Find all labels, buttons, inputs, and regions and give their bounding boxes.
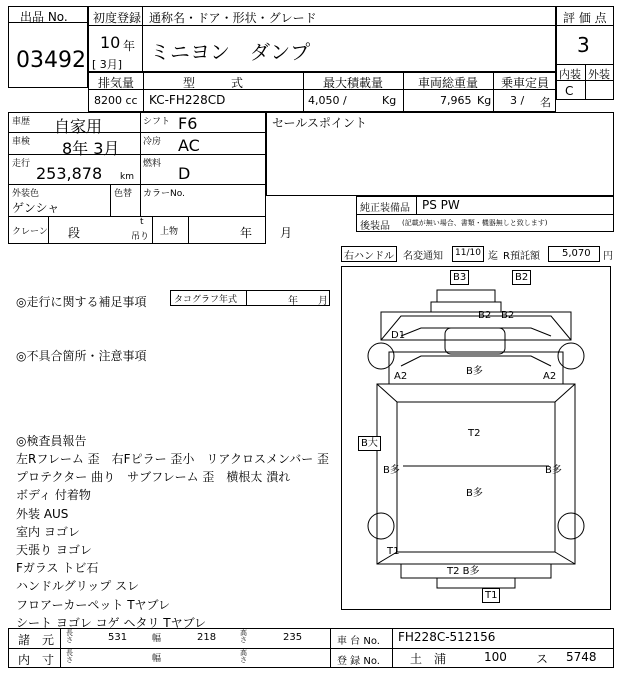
capacity-unit: 名 <box>540 96 551 109</box>
width-label: 幅 <box>152 634 162 644</box>
details-row-4 <box>8 216 266 217</box>
damage-mark-b2-top: B2 <box>512 270 531 285</box>
recycle-note: 迄 <box>488 251 498 262</box>
damage-mark-b3: B3 <box>450 270 469 285</box>
chassis-number: FH228C-512156 <box>398 630 496 644</box>
shift: F6 <box>178 114 198 133</box>
specs-div-4 <box>493 72 494 112</box>
crane-up-label: 上物 <box>160 227 179 237</box>
ext-color: ゲンシャ <box>12 201 60 215</box>
damage-mark-t2: T2 <box>468 428 481 439</box>
recycle-label: R預託額 <box>503 251 540 262</box>
color-no-label-2: カラーNo. <box>143 189 185 199</box>
footer-div-1 <box>60 628 61 668</box>
interior-grade: C <box>565 84 574 98</box>
details-row-1 <box>8 132 266 133</box>
lot-label: 出品 No. <box>20 10 68 24</box>
model-name: ミニヨン ダンプ <box>150 40 311 64</box>
crane-divider-1 <box>48 216 49 244</box>
score-label: 評 価 点 <box>563 11 607 25</box>
fuel: D <box>178 164 191 183</box>
damage-mark-b2-cab-left: B2 <box>478 310 492 321</box>
damage-mark-a2-left: A2 <box>394 371 408 382</box>
equipment-col-divider <box>416 196 417 214</box>
specs-div-3 <box>403 72 404 112</box>
report-line: シート ヨゴレ コゲ ヘタリ Tヤブレ <box>16 615 207 630</box>
damage-mark-b-front: B多 <box>466 366 483 377</box>
displacement: 8200 cc <box>94 94 138 107</box>
equipment: PS PW <box>422 198 460 212</box>
reg-class: 100 <box>484 650 507 664</box>
interior-grade-label: 内装 <box>559 68 581 81</box>
specs-div-1 <box>143 72 144 112</box>
crane-divider-2 <box>152 216 153 244</box>
capacity: 3 / <box>510 94 525 107</box>
details-row-3 <box>8 184 266 185</box>
damage-mark-b-left: B多 <box>383 465 400 476</box>
chassis-label: 車 台 No. <box>337 636 380 647</box>
capacity-label: 乗車定員 <box>501 76 550 90</box>
specs-div-2 <box>303 72 304 112</box>
lot-number: 03492 <box>16 48 86 73</box>
footer-div-2 <box>330 628 331 668</box>
defects-label: ◎不具合箇所・注意事項 <box>16 349 147 363</box>
ext-color-label: 外装色 <box>12 189 40 199</box>
color-divider-2 <box>140 184 141 216</box>
mileage-label: 走行 <box>12 159 31 169</box>
recycle-unit: 円 <box>603 251 613 262</box>
in-height-label: 高さ <box>240 649 247 664</box>
width: 218 <box>197 632 217 643</box>
inspection: 8年 3月 <box>62 139 120 158</box>
ac: AC <box>178 136 200 155</box>
crane-label: クレーン <box>12 227 48 237</box>
crane-month: 月 <box>280 226 293 240</box>
max-load-label: 最大積載量 <box>323 76 384 90</box>
reg-year: 10 <box>100 33 121 52</box>
report-line: フロアーカーペット Tヤブレ <box>16 597 171 612</box>
footer-row-divider <box>8 648 614 649</box>
report-line: プロテクター 曲り サブフレーム 歪 横根太 潰れ <box>16 470 291 485</box>
damage-mark-b-rear: B多 <box>466 488 483 499</box>
in-width-label: 幅 <box>152 654 162 664</box>
in-length-label: 長さ <box>66 649 73 664</box>
report-line: 外装 AUS <box>16 506 69 521</box>
reg-label: 登 録 No. <box>337 656 380 667</box>
mileage: 253,878 <box>36 164 103 183</box>
history-label: 車歴 <box>12 117 31 127</box>
displacement-label: 排気量 <box>98 76 135 90</box>
fuel-label: 燃料 <box>143 159 162 169</box>
max-load: 4,050 / <box>308 94 347 107</box>
name-label: 通称名・ドア・形状・グレード <box>149 11 317 25</box>
ac-label: 冷房 <box>143 137 162 147</box>
equipment-label: 純正装備品 <box>360 203 410 214</box>
change-notice-label: 名変通知 <box>403 251 443 262</box>
reg-kana: ス <box>536 652 549 666</box>
details-mid-divider <box>140 112 141 184</box>
inspector-label: ◎検査員報告 <box>16 434 87 448</box>
max-load-unit: Kg <box>382 94 397 107</box>
tachograph-label: タコグラフ年式 <box>174 295 238 305</box>
aftermarket-label: 後装品 <box>360 221 390 232</box>
details-row-2 <box>8 154 266 155</box>
damage-mark-a2-right: A2 <box>543 371 557 382</box>
specs-label-row <box>88 72 556 90</box>
report-line: Fガラス トビ石 <box>16 561 99 576</box>
crane-stage: 段 <box>68 226 81 240</box>
shift-label: シフト <box>143 117 171 127</box>
length: 531 <box>108 632 128 643</box>
tacho-year: 年 <box>288 296 298 307</box>
dims-label: 諸 元 <box>18 633 55 647</box>
gross-weight-unit: Kg <box>477 94 492 107</box>
history: 自家用 <box>54 117 103 136</box>
damage-mark-b-right: B多 <box>545 465 562 476</box>
damage-mark-t1-left: T1 <box>387 546 400 557</box>
damage-mark-b2-cab-right: B2 <box>501 310 515 321</box>
equipment-divider <box>356 214 614 215</box>
crane-year: 年 <box>240 226 253 240</box>
reg-year-unit: 年 <box>123 39 136 53</box>
exterior-grade-label: 外装 <box>588 68 610 81</box>
aftermarket-note: (記載が無い場合、書類・機器無しと致します) <box>402 219 548 227</box>
length-label: 長さ <box>66 629 73 644</box>
steering: 右ハンドル <box>344 251 394 262</box>
reg-month: [ 3月] <box>92 58 123 71</box>
gross-weight: 7,965 <box>440 94 472 107</box>
recycle-amount: 5,070 <box>562 248 591 259</box>
crane-lift: 吊り <box>131 232 150 242</box>
grade-col-divider <box>585 64 586 100</box>
height-label: 高さ <box>240 629 247 644</box>
score-value: 3 <box>577 33 590 57</box>
reg-area: 土 浦 <box>410 652 447 666</box>
model-code: KC-FH228CD <box>149 93 226 107</box>
mileage-unit: km <box>120 172 134 182</box>
crane-t: t <box>140 217 144 227</box>
reg-number: 5748 <box>566 650 597 664</box>
tachograph-divider <box>246 290 247 306</box>
gross-weight-label: 車両総重量 <box>418 76 479 90</box>
sales-point-label: セールスポイント <box>272 116 367 130</box>
color-divider-1 <box>110 184 111 216</box>
report-line: 室内 ヨゴレ <box>16 524 80 539</box>
first-reg-label: 初度登録 <box>93 11 142 25</box>
damage-mark-t1-bottom: T1 <box>482 588 500 603</box>
change-notice: 11/10 <box>455 248 481 258</box>
damage-mark-d1: D1 <box>391 330 406 341</box>
driving-label: ◎走行に関する補足事項 <box>16 295 147 309</box>
inspection-label: 車検 <box>12 137 31 147</box>
report-line: ハンドルグリップ スレ <box>16 579 140 594</box>
damage-mark-t2-rear: T2 B多 <box>447 566 480 577</box>
report-line: 天張り ヨゴレ <box>16 543 92 557</box>
model-label: 型 式 <box>183 76 244 90</box>
crane-divider-3 <box>188 216 189 244</box>
footer-div-3 <box>392 628 393 668</box>
report-line: ボディ 付着物 <box>16 488 91 503</box>
height: 235 <box>283 632 303 643</box>
damage-mark-b-large: B大 <box>358 436 381 451</box>
interior-dims-label: 内 寸 <box>18 653 55 667</box>
tacho-month: 月 <box>318 296 328 307</box>
color-no-label: 色替 <box>114 189 133 199</box>
report-line: 左Rフレーム 歪 右Fピラー 歪小 リアクロスメンバー 歪 <box>16 452 330 466</box>
